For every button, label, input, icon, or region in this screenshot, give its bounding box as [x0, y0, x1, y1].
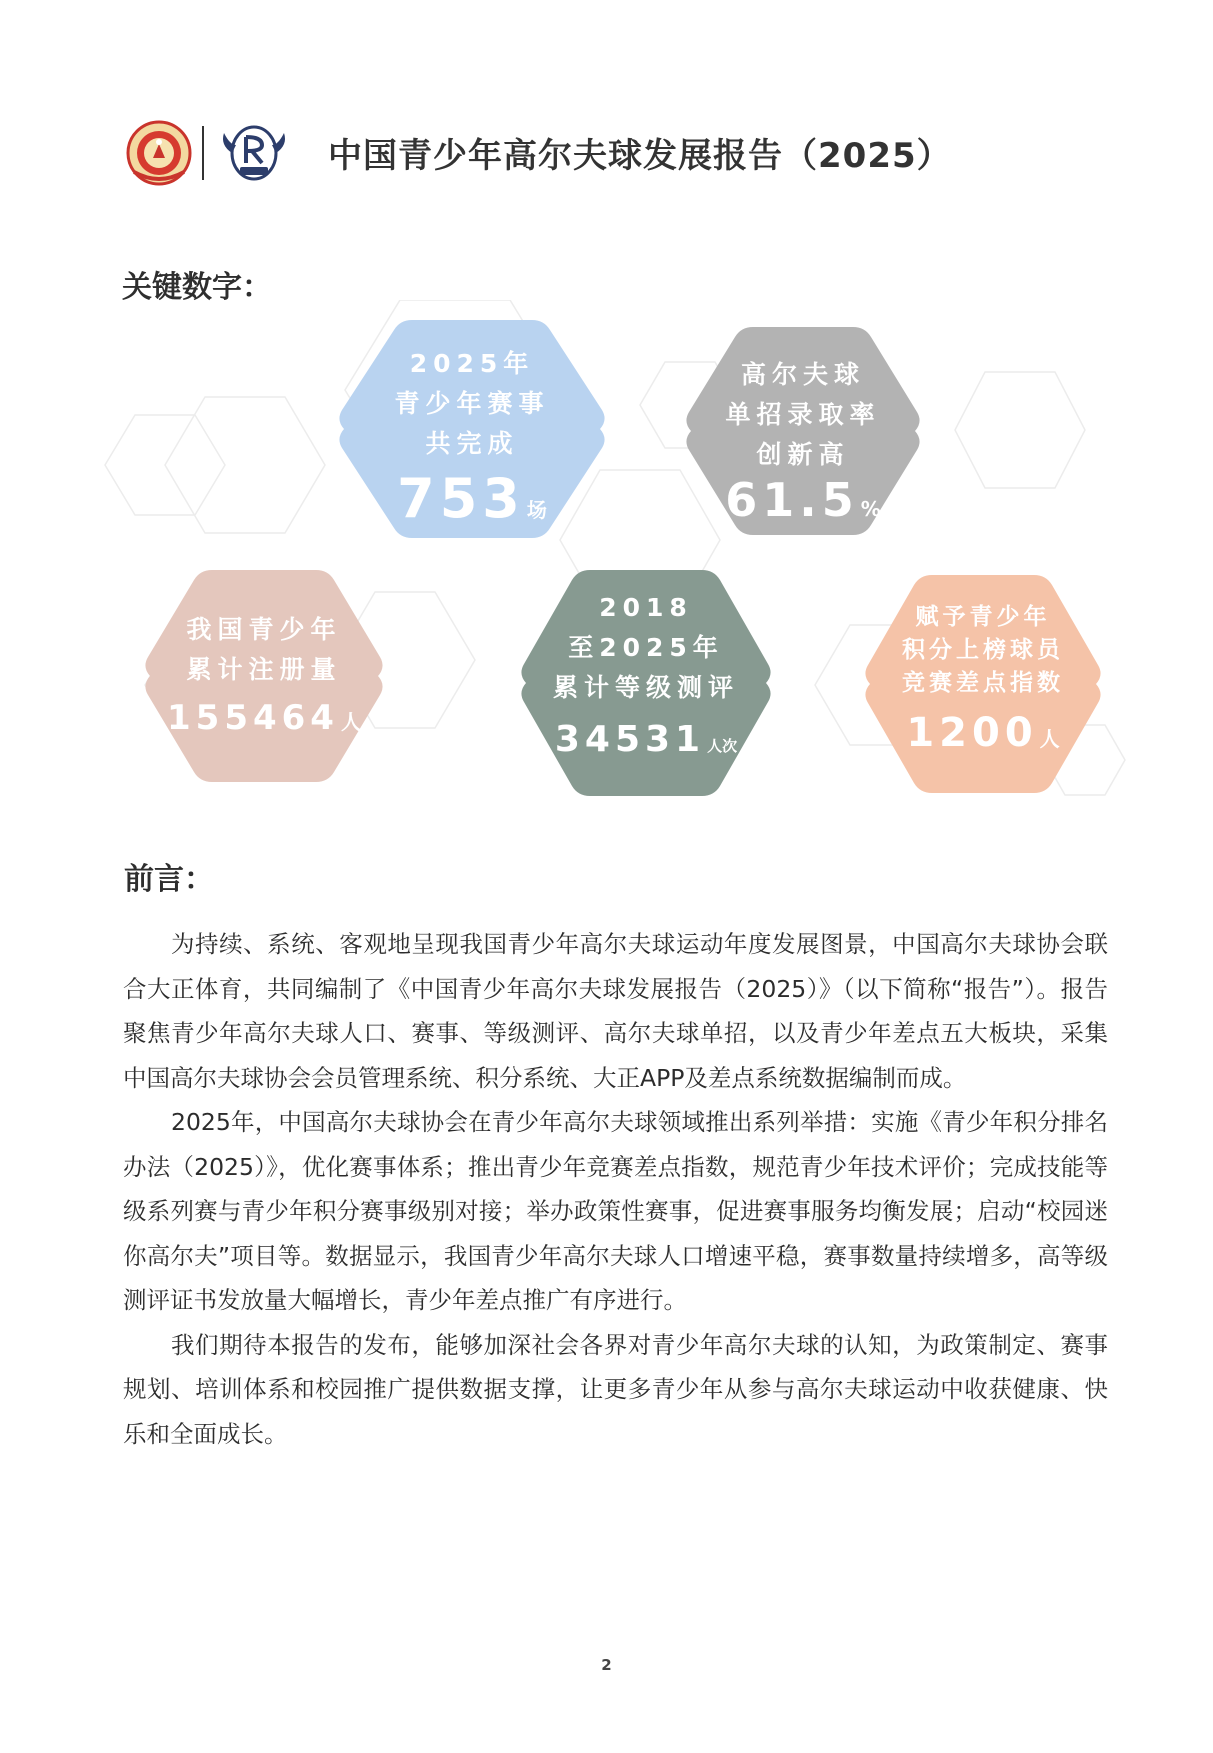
stat-label-line: 累计等级测评 — [552, 673, 739, 702]
stat-handicap-index — [862, 575, 1104, 793]
stat-unit: 人 — [1039, 727, 1060, 751]
header-logos — [126, 118, 290, 188]
stat-value: 753 — [397, 467, 525, 530]
stat-registrations — [142, 570, 386, 782]
preface-body — [123, 922, 1108, 1456]
stat-label-line: 共完成 — [425, 429, 519, 458]
stat-events-completed — [336, 320, 608, 538]
stat-value: 1200 — [906, 710, 1038, 756]
stat-value: 34531 — [554, 719, 706, 760]
stat-label-line: 青少年赛事 — [394, 389, 550, 418]
page-number: 2 — [601, 1656, 612, 1674]
preface-paragraph: 为持续、系统、客观地呈现我国青少年高尔夫球运动年度发展图景，中国高尔夫球协会联合大正体育，共同编制了《中国青少年高尔夫球发展报告（2025）》（以下简称“报告”）。报告聚焦青少年高尔夫球人口、赛事、等级测评、高尔夫球单招，以及青少年差点五大板块，采集中国高尔夫球协会会员管理系统、积分系统、大正APP及差点系统数据编制而成。 — [123, 930, 1108, 1092]
stat-label-line: 赋予青少年 — [915, 604, 1051, 630]
stat-label-line: 高尔夫球 — [740, 360, 865, 389]
document-title: 中国青少年高尔夫球发展报告（2025） — [328, 136, 952, 176]
stat-label-line: 单招录取率 — [725, 400, 881, 429]
stat-label-line: 竞赛差点指数 — [902, 670, 1064, 696]
preface-paragraph: 我们期待本报告的发布，能够加深社会各界对青少年高尔夫球的认知，为政策制定、赛事规划、培训体系和校园推广提供数据支撑，让更多青少年从参与高尔夫球运动中收获健康、快乐和全面成长。 — [123, 1330, 1108, 1448]
stat-label-line: 创新高 — [756, 440, 850, 469]
stat-value: 61.5 — [725, 473, 859, 527]
stat-label-line: 我国青少年 — [186, 615, 342, 644]
preface-paragraph: 2025年，中国高尔夫球协会在青少年高尔夫球领域推出系列举措：实施《青少年积分排名办法（2025）》，优化赛事体系；推出青少年竞赛差点指数，规范青少年技术评价；完成技能等级系列赛与青少年积分赛事级别对接；举办政策性赛事，促进赛事服务均衡发展；启动“校园迷你高尔夫”项目等。数据显示，我国青少年高尔夫球人口增速平稳，赛事数量持续增多，高等级测评证书发放量大幅增长，青少年差点推广有序进行。 — [123, 1108, 1108, 1314]
key-figures-heading: 关键数字： — [122, 270, 272, 305]
logo-divider — [202, 126, 204, 180]
stat-label-line: 积分上榜球员 — [902, 637, 1064, 663]
dazheng-sports-emblem-icon — [218, 123, 290, 183]
stat-level-assessments — [518, 570, 774, 796]
stat-label-line: 2018 — [599, 593, 693, 622]
cga-emblem-icon — [126, 120, 192, 186]
stat-unit: 场 — [526, 498, 547, 522]
stat-label-line: 累计注册量 — [186, 655, 342, 684]
stat-value: 155464 — [167, 698, 339, 738]
stat-unit: 人 — [340, 710, 361, 734]
stat-label-line: 2025年 — [409, 349, 535, 378]
stat-unit: 人次 — [707, 737, 738, 755]
stat-unit: % — [860, 497, 881, 521]
stat-admission-rate — [683, 327, 923, 535]
stat-label-line: 至2025年 — [568, 633, 724, 662]
preface-heading: 前言： — [124, 862, 214, 897]
